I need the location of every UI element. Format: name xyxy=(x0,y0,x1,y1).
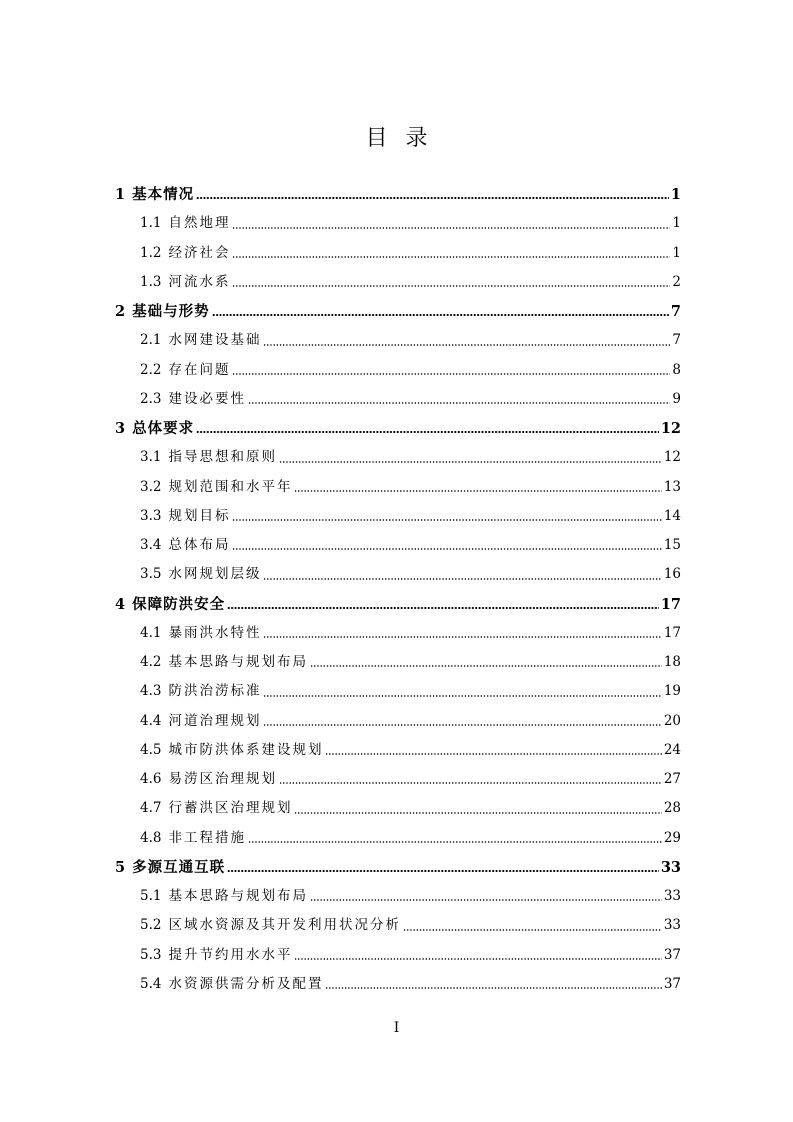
dot-leader xyxy=(263,723,661,727)
toc-entry-number: 3.2 xyxy=(140,478,162,495)
toc-entry-label: 总体要求 xyxy=(132,420,195,437)
toc-entry-number: 4.7 xyxy=(140,800,162,817)
toc-entry-number: 3.5 xyxy=(140,566,162,583)
toc-entry-number: 3.4 xyxy=(140,537,162,553)
toc-entry-page: 8 xyxy=(672,361,681,378)
page-title: 目录 xyxy=(365,126,446,151)
toc-section[interactable] xyxy=(115,648,681,677)
toc-section[interactable] xyxy=(115,502,681,531)
toc-entry-page: 12 xyxy=(663,449,681,466)
dot-leader xyxy=(232,284,670,288)
dot-leader xyxy=(232,226,670,230)
toc-entry-number: 1.2 xyxy=(140,244,162,261)
toc-entry-page: 24 xyxy=(663,741,681,758)
toc-entry-number: 5 xyxy=(115,858,126,876)
dot-leader xyxy=(279,460,662,464)
toc-entry-page: 13 xyxy=(663,478,681,495)
toc-entry-label: 行蓄洪区治理规划 xyxy=(168,800,293,817)
toc-entry-number: 5.3 xyxy=(140,946,162,963)
dot-leader xyxy=(310,664,662,668)
toc-entry-number: 5.2 xyxy=(140,917,162,934)
dot-leader xyxy=(279,781,662,785)
table-of-contents xyxy=(115,180,681,999)
toc-section[interactable] xyxy=(115,209,681,238)
toc-entry-label: 易涝区治理规划 xyxy=(168,771,277,787)
toc-entry-number: 3.3 xyxy=(140,507,162,524)
toc-entry-label: 保障防洪安全 xyxy=(132,595,226,613)
toc-entry-number: 1.3 xyxy=(140,273,162,290)
toc-entry-label: 自然地理 xyxy=(168,215,231,232)
toc-entry-page: 2 xyxy=(672,273,681,290)
toc-entry-label: 城市防洪体系建设规划 xyxy=(168,741,324,758)
toc-entry-page: 17 xyxy=(660,595,681,613)
toc-section[interactable] xyxy=(115,941,681,970)
page-number: I xyxy=(393,1020,400,1036)
dot-leader xyxy=(294,811,661,815)
toc-entry-page: 33 xyxy=(660,858,681,876)
toc-section[interactable] xyxy=(115,239,681,268)
toc-entry-label: 水网建设基础 xyxy=(168,332,262,349)
toc-chapter[interactable] xyxy=(115,297,681,326)
toc-chapter[interactable] xyxy=(115,853,681,882)
toc-section[interactable] xyxy=(115,473,681,502)
dot-leader xyxy=(294,957,661,961)
toc-section[interactable] xyxy=(115,531,681,560)
toc-entry-label: 规划目标 xyxy=(168,507,231,524)
toc-entry-page: 20 xyxy=(663,712,681,729)
toc-entry-label: 指导思想和原则 xyxy=(168,449,277,466)
toc-entry-number: 1.1 xyxy=(140,215,162,232)
toc-entry-label: 总体布局 xyxy=(168,537,231,553)
dot-leader xyxy=(263,694,661,698)
toc-section[interactable] xyxy=(115,970,681,999)
toc-section[interactable] xyxy=(115,560,681,589)
toc-entry-label: 暴雨洪水特性 xyxy=(168,624,262,641)
toc-entry-page: 1 xyxy=(670,186,681,203)
toc-entry-page: 7 xyxy=(670,303,681,320)
dot-leader xyxy=(232,547,661,551)
dot-leader xyxy=(325,752,661,756)
toc-entry-page: 12 xyxy=(660,420,681,437)
toc-chapter[interactable] xyxy=(115,414,681,443)
toc-entry-label: 存在问题 xyxy=(168,361,231,378)
toc-entry-page: 18 xyxy=(663,654,681,670)
toc-entry-label: 基本思路与规划布局 xyxy=(168,888,308,904)
dot-leader xyxy=(263,343,670,347)
dot-leader xyxy=(232,255,670,259)
dot-leader xyxy=(196,196,669,200)
toc-entry-label: 规划范围和水平年 xyxy=(168,478,293,495)
dot-leader xyxy=(232,372,670,376)
toc-chapter[interactable] xyxy=(115,590,681,619)
toc-entry-label: 河道治理规划 xyxy=(168,712,262,729)
toc-entry-page: 15 xyxy=(663,537,681,553)
toc-section[interactable] xyxy=(115,736,681,765)
toc-entry-page: 29 xyxy=(663,829,681,846)
toc-entry-page: 1 xyxy=(672,244,681,261)
toc-entry-number: 4.6 xyxy=(140,771,162,787)
toc-section[interactable] xyxy=(115,824,681,853)
toc-entry-number: 4.8 xyxy=(140,829,162,846)
toc-entry-number: 5.1 xyxy=(140,888,162,904)
toc-entry-page: 37 xyxy=(663,946,681,963)
toc-entry-number: 3 xyxy=(115,420,126,437)
toc-entry-number: 4.3 xyxy=(140,683,162,700)
dot-leader xyxy=(294,489,661,493)
toc-entry-page: 9 xyxy=(672,390,681,407)
toc-entry-page: 17 xyxy=(663,624,681,641)
dot-leader xyxy=(248,401,670,405)
dot-leader xyxy=(227,869,659,873)
dot-leader xyxy=(263,577,661,581)
toc-entry-label: 水资源供需分析及配置 xyxy=(168,975,324,992)
toc-entry-label: 河流水系 xyxy=(168,273,231,290)
toc-entry-page: 19 xyxy=(663,683,681,700)
toc-entry-page: 27 xyxy=(663,771,681,787)
dot-leader xyxy=(325,986,661,990)
toc-entry-label: 基础与形势 xyxy=(132,303,210,320)
toc-section[interactable] xyxy=(115,677,681,706)
toc-section[interactable] xyxy=(115,619,681,648)
toc-section[interactable] xyxy=(115,385,681,414)
toc-entry-label: 区域水资源及其开发利用状况分析 xyxy=(168,917,401,934)
toc-entry-page: 37 xyxy=(663,975,681,992)
toc-section[interactable] xyxy=(115,882,681,911)
dot-leader xyxy=(248,840,662,844)
toc-entry-label: 防洪治涝标准 xyxy=(168,683,262,700)
toc-entry-label: 基本情况 xyxy=(132,186,195,203)
dot-leader xyxy=(232,518,661,522)
dot-leader xyxy=(263,635,661,639)
toc-entry-label: 经济社会 xyxy=(168,244,231,261)
toc-entry-number: 4.1 xyxy=(140,624,162,641)
toc-entry-number: 4.5 xyxy=(140,741,162,758)
toc-entry-number: 1 xyxy=(115,186,126,203)
toc-entry-page: 1 xyxy=(672,215,681,232)
toc-entry-label: 多源互通互联 xyxy=(132,858,226,876)
toc-entry-page: 28 xyxy=(663,800,681,817)
toc-section[interactable] xyxy=(115,326,681,355)
toc-entry-number: 2.1 xyxy=(140,332,162,349)
toc-entry-label: 建设必要性 xyxy=(168,390,246,407)
dot-leader xyxy=(403,928,662,932)
toc-section[interactable] xyxy=(115,268,681,297)
toc-entry-page: 7 xyxy=(672,332,681,349)
dot-leader xyxy=(212,313,669,317)
toc-section[interactable] xyxy=(115,765,681,794)
toc-entry-label: 提升节约用水水平 xyxy=(168,946,293,963)
toc-chapter[interactable] xyxy=(115,180,681,209)
toc-entry-number: 3.1 xyxy=(140,449,162,466)
dot-leader xyxy=(227,606,659,610)
toc-entry-label: 非工程措施 xyxy=(168,829,246,846)
toc-entry-page: 14 xyxy=(663,507,681,524)
toc-section[interactable] xyxy=(115,443,681,472)
toc-entry-number: 5.4 xyxy=(140,975,162,992)
toc-entry-number: 2.2 xyxy=(140,361,162,378)
toc-entry-label: 水网规划层级 xyxy=(168,566,262,583)
dot-leader xyxy=(310,898,662,902)
toc-entry-page: 33 xyxy=(663,888,681,904)
toc-section[interactable] xyxy=(115,356,681,385)
toc-entry-number: 4.2 xyxy=(140,654,162,670)
toc-entry-number: 4 xyxy=(115,595,126,613)
toc-entry-number: 2 xyxy=(115,303,126,320)
toc-entry-label: 基本思路与规划布局 xyxy=(168,654,308,670)
toc-entry-number: 2.3 xyxy=(140,390,162,407)
toc-entry-page: 33 xyxy=(663,917,681,934)
toc-section[interactable] xyxy=(115,794,681,823)
toc-section[interactable] xyxy=(115,911,681,940)
toc-section[interactable] xyxy=(115,707,681,736)
toc-entry-number: 4.4 xyxy=(140,712,162,729)
toc-entry-page: 16 xyxy=(663,566,681,583)
dot-leader xyxy=(196,430,659,434)
